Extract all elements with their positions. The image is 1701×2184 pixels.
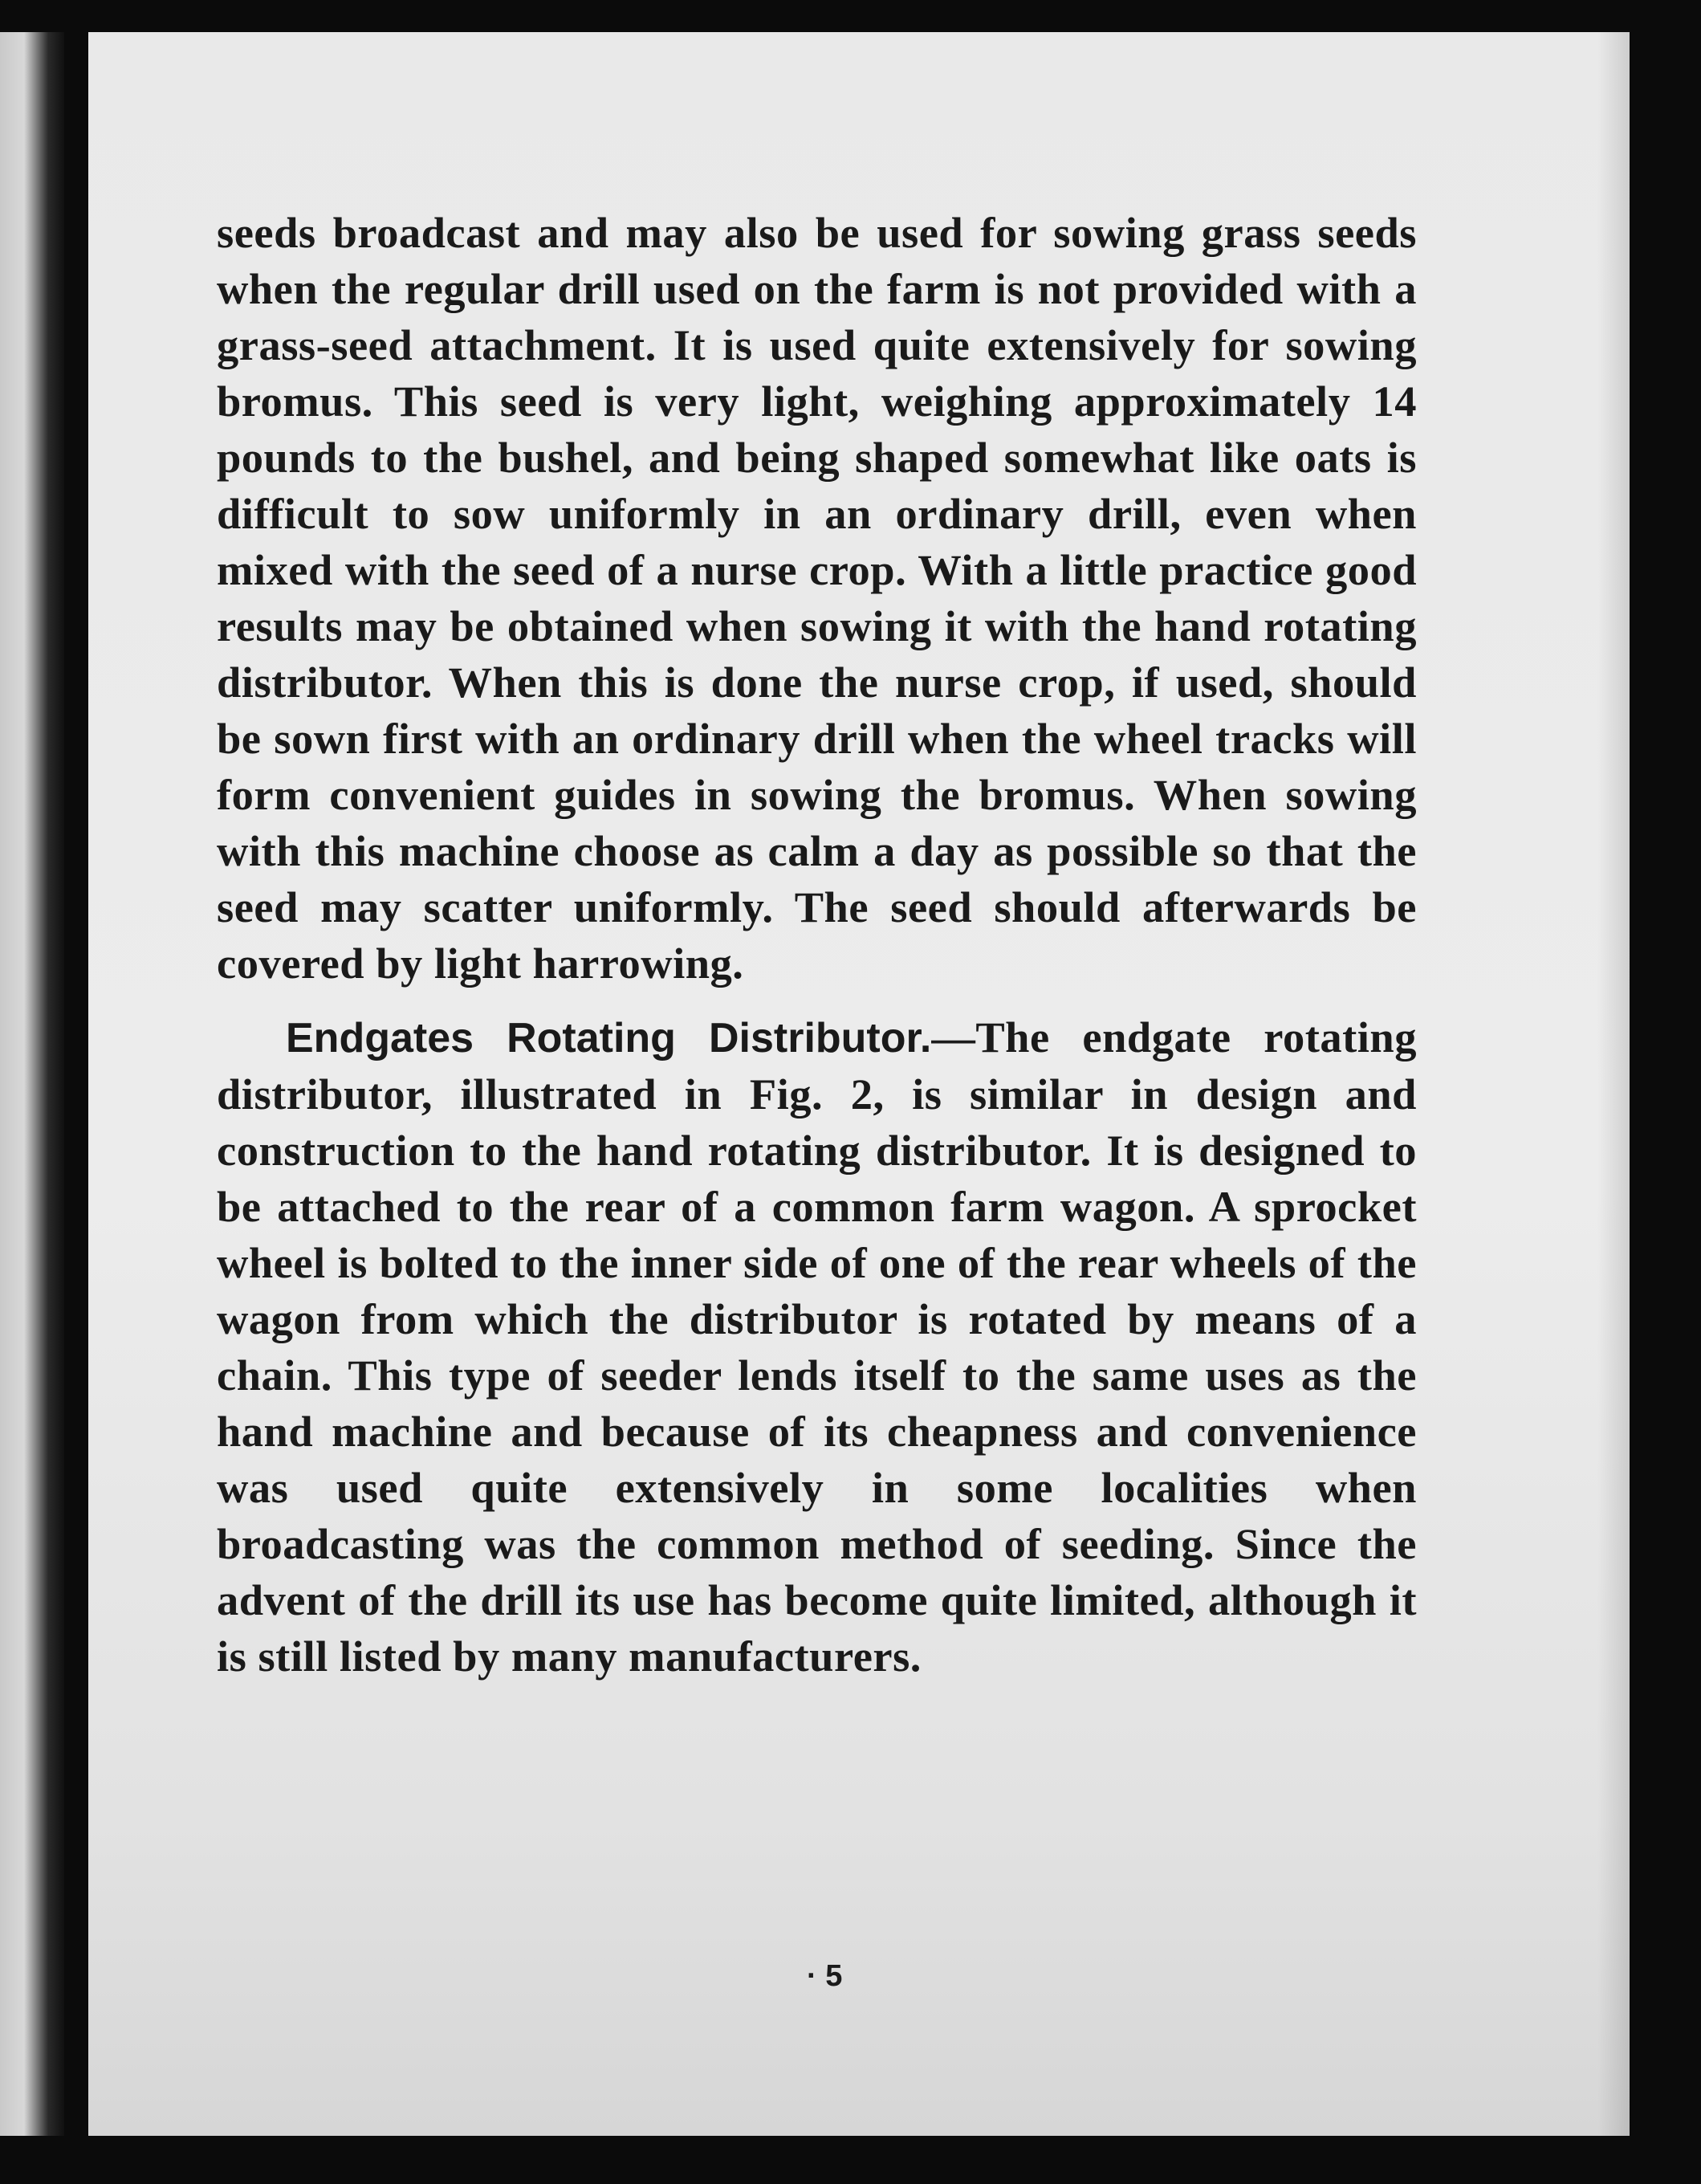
book-gutter [0,32,64,2136]
page-number-value: 5 [825,1959,843,1993]
paragraph-bromus: seeds broadcast and may also be used for sowing grass seeds when the regular drill used on the farm is not provided with a grass-seed attachment. It is used quite extensively for sowing bromus. This seed is very light, weighing approximately 14 pounds to the bushel, and being shaped somewhat like oats is difficult to sow uniformly in an ordinary drill, even when mixed with the seed of a nurse crop. With a little practice good results may be obtained when sowing it with the hand rotating distributor. When this is done the nurse crop, if used, should be sown first with an ordinary drill when the wheel tracks will form convenient guides in sowing the bromus. When sowing with this machine choose as calm a day as possible so that the seed may scatter uniformly. The seed should afterwards be covered by light harrowing. [217,208,1417,988]
page-edge-shadow [1597,32,1630,2136]
body-text [217,205,1417,1685]
paragraph-endgate-distributor [217,1009,1417,1685]
section-heading: Endgates Rotating Distributor. [286,1015,932,1061]
paragraph-endgate-text: —The endgate rotating distributor, illustrated in Fig. 2, is similar in design and construction to the hand rotating distributor. It is designed to be attached to the rear of a common farm wagon. A sprocket wheel is bolted to the inner side of one of the rear wheels of the wagon from which the distributor is rotated by means of a chain. This type of seeder lends itself to the same uses as the hand machine and because of its cheapness and convenience was used quite extensively in some localities when broadcasting was the common method of seeding. Since the advent of the drill its use has become quite limited, although it is still listed by many manufacturers. [217,1013,1417,1681]
page-number: · 5 [807,1959,843,1993]
